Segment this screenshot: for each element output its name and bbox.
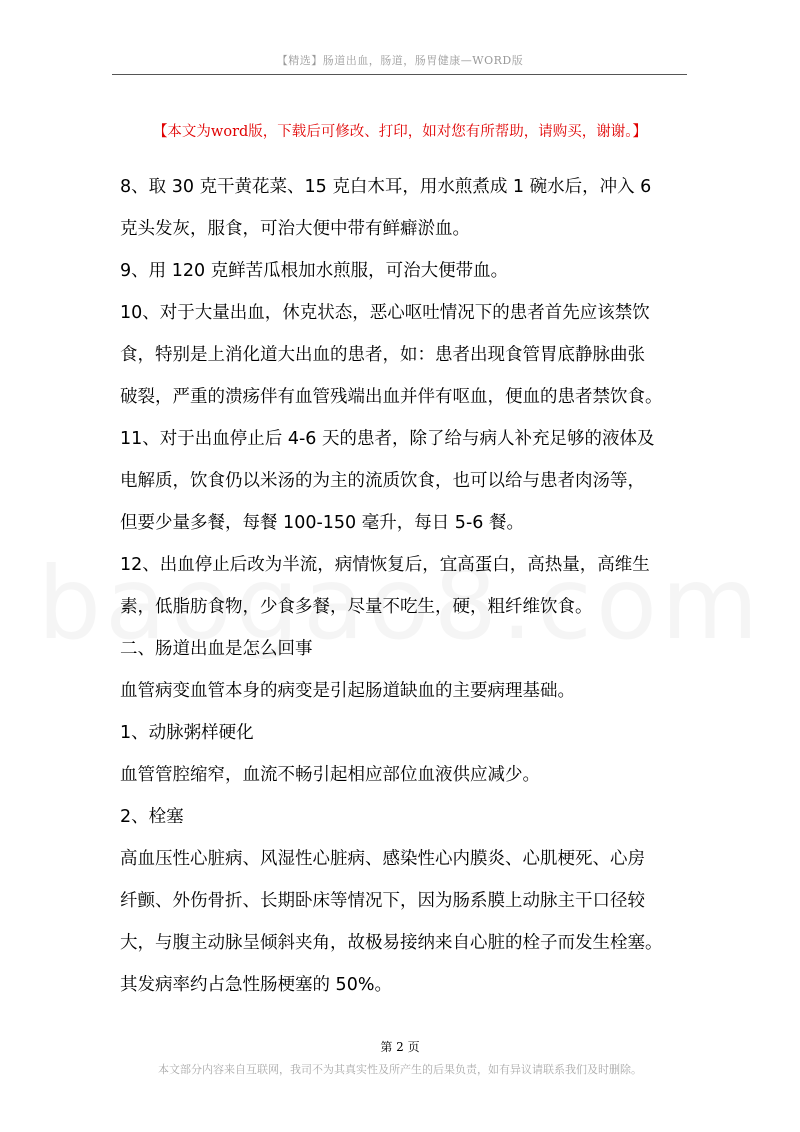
page-number: 第 2 页 [380, 1040, 420, 1054]
section-heading: 二、肠道出血是怎么回事 [120, 639, 313, 659]
page-footer: 本文部分内容来自互联网，我司不为其真实性及所产生的后果负责，如有异议请联系我们及时删除。 [158, 1063, 642, 1076]
page-header: 【精选】肠道出血，肠道，肠胃健康—WORD版 [276, 54, 524, 67]
paragraph: 8、取 30 克干黄花菜、15 克白木耳，用水煎煮成 1 碗水后，冲入 6 克头发灰，服食，可治大便中带有鲜癖淤血。 [120, 177, 652, 239]
paragraph: 10、对于大量出血，休克状态，恶心呕吐情况下的患者首先应该禁饮 食，特别是上消化道大出血的患者，如：患者出现食管胃底静脉曲张 破裂，严重的溃疡伴有血管残端出血并伴有呕血，便血的患者禁饮食。 [120, 303, 663, 407]
subheading: 2、栓塞 [120, 807, 184, 827]
paragraph: 9、用 120 克鲜苦瓜根加水煎服，可治大便带血。 [120, 261, 509, 281]
body-text [120, 166, 682, 1006]
paragraph: 血管病变血管本身的病变是引起肠道缺血的主要病理基础。 [120, 681, 575, 701]
paragraph: 高血压性心脏病、风湿性心脏病、感染性心内膜炎、心肌梗死、心房 纤颤、外伤骨折、长期卧床等情况下，因为肠系膜上动脉主干口径较 大，与腹主动脉呈倾斜夹角，故极易接纳来自心脏的栓子而发生栓塞。 其发病率约占急性肠梗塞的 50%。 [120, 849, 663, 995]
paragraph: 血管管腔缩窄，血流不畅引起相应部位血液供应减少。 [120, 765, 540, 785]
header-divider [112, 74, 687, 75]
purchase-notice: 【本文为word版，下载后可修改、打印，如对您有所帮助，请购买，谢谢。】 [152, 124, 648, 140]
subheading: 1、动脉粥样硬化 [120, 723, 254, 743]
paragraph: 12、出血停止后改为半流，病情恢复后，宜高蛋白，高热量，高维生 素，低脂肪食物，少食多餐，尽量不吃生，硬，粗纤维饮食。 [120, 555, 650, 617]
paragraph: 11、对于出血停止后 4-6 天的患者，除了给与病人补充足够的液体及 电解质，饮食仍以米汤的为主的流质饮食，也可以给与患者肉汤等， 但要少量多餐，每餐 100-150 毫升，每日 5-6 餐。 [120, 429, 655, 533]
